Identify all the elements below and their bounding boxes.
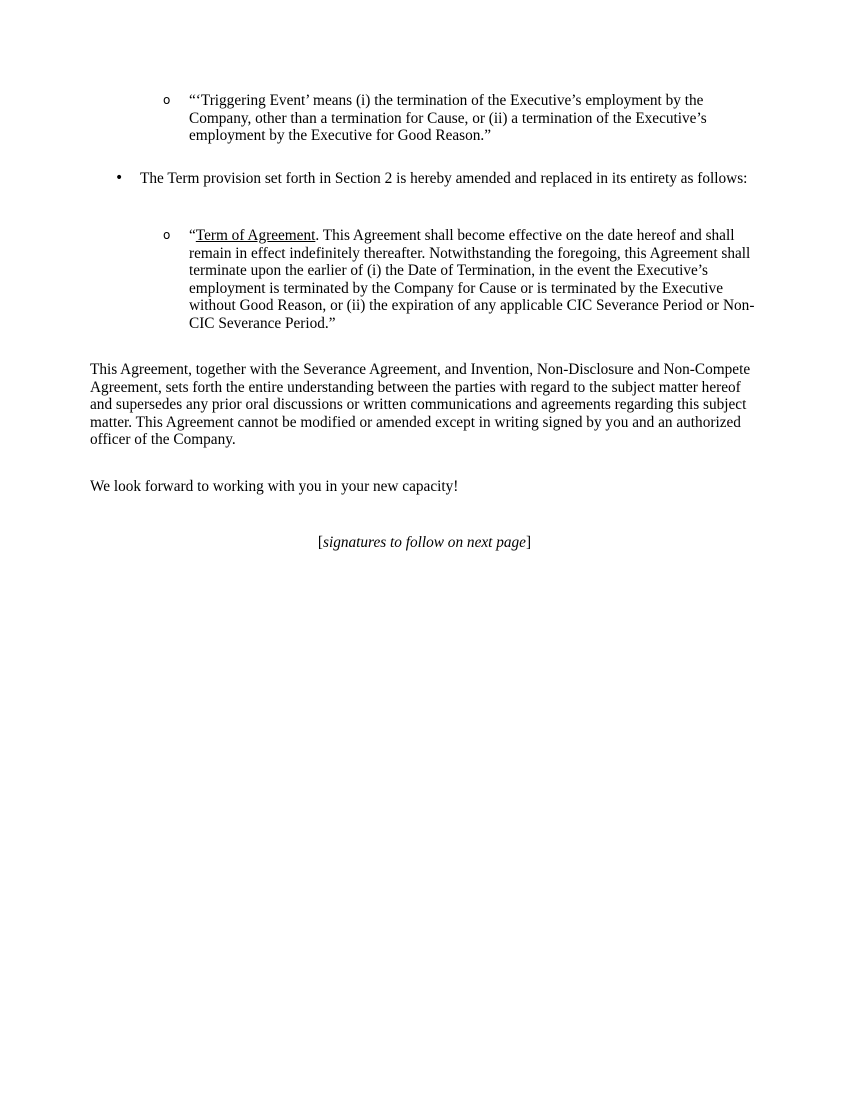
term-of-agreement-clause: [163, 227, 759, 333]
signature-note-text: signatures to follow on next page: [323, 534, 526, 551]
triggering-event-text: “‘Triggering Event’ means (i) the termination of the Executive’s employment by the Company, other than a termination for Cause, or (ii) a termination of the Executive’s employment by the Executive for Good Reason.”: [189, 92, 707, 145]
term-open-quote: “: [189, 227, 196, 244]
term-of-agreement-heading: Term of Agreement: [195, 227, 316, 244]
hollow-circle-bullet-icon: o: [163, 228, 171, 242]
term-of-agreement-text: . This Agreement shall become effective on the date hereof and shall remain in effect indefinitely thereafter. Notwithstanding the foregoing, this Agreement shall terminate upon the earlier of (i) the Date of Termination, in the event the Executive’s employment is terminated by the Company for Cause or is terminated by the Executive without Good Reason, or (ii) the expiration of any applicable CIC Severance Period or Non-CIC Severance Period.”: [189, 227, 755, 332]
triggering-event-definition: [163, 92, 764, 145]
hollow-circle-bullet-icon: o: [163, 93, 171, 107]
term-provision-bullet: [115, 170, 760, 188]
signature-note-open-bracket: [: [317, 534, 324, 551]
term-provision-text: The Term provision set forth in Section 2 is hereby amended and replaced in its entirety as follows:: [140, 170, 748, 187]
closing-paragraph: We look forward to working with you in your new capacity!: [90, 478, 459, 495]
signature-note-close-bracket: ]: [525, 534, 532, 551]
filled-circle-bullet-icon: •: [115, 170, 124, 186]
signature-note: [0, 534, 849, 552]
entire-agreement-paragraph: This Agreement, together with the Severance Agreement, and Invention, Non-Disclosure and Non-Compete Agreement, sets forth the entire understanding between the parties with regard to the subject matter hereof and supersedes any prior oral discussions or written communications and agreements regarding this subject matter. This Agreement cannot be modified or amended except in writing signed by you and an authorized officer of the Company.: [90, 361, 751, 449]
